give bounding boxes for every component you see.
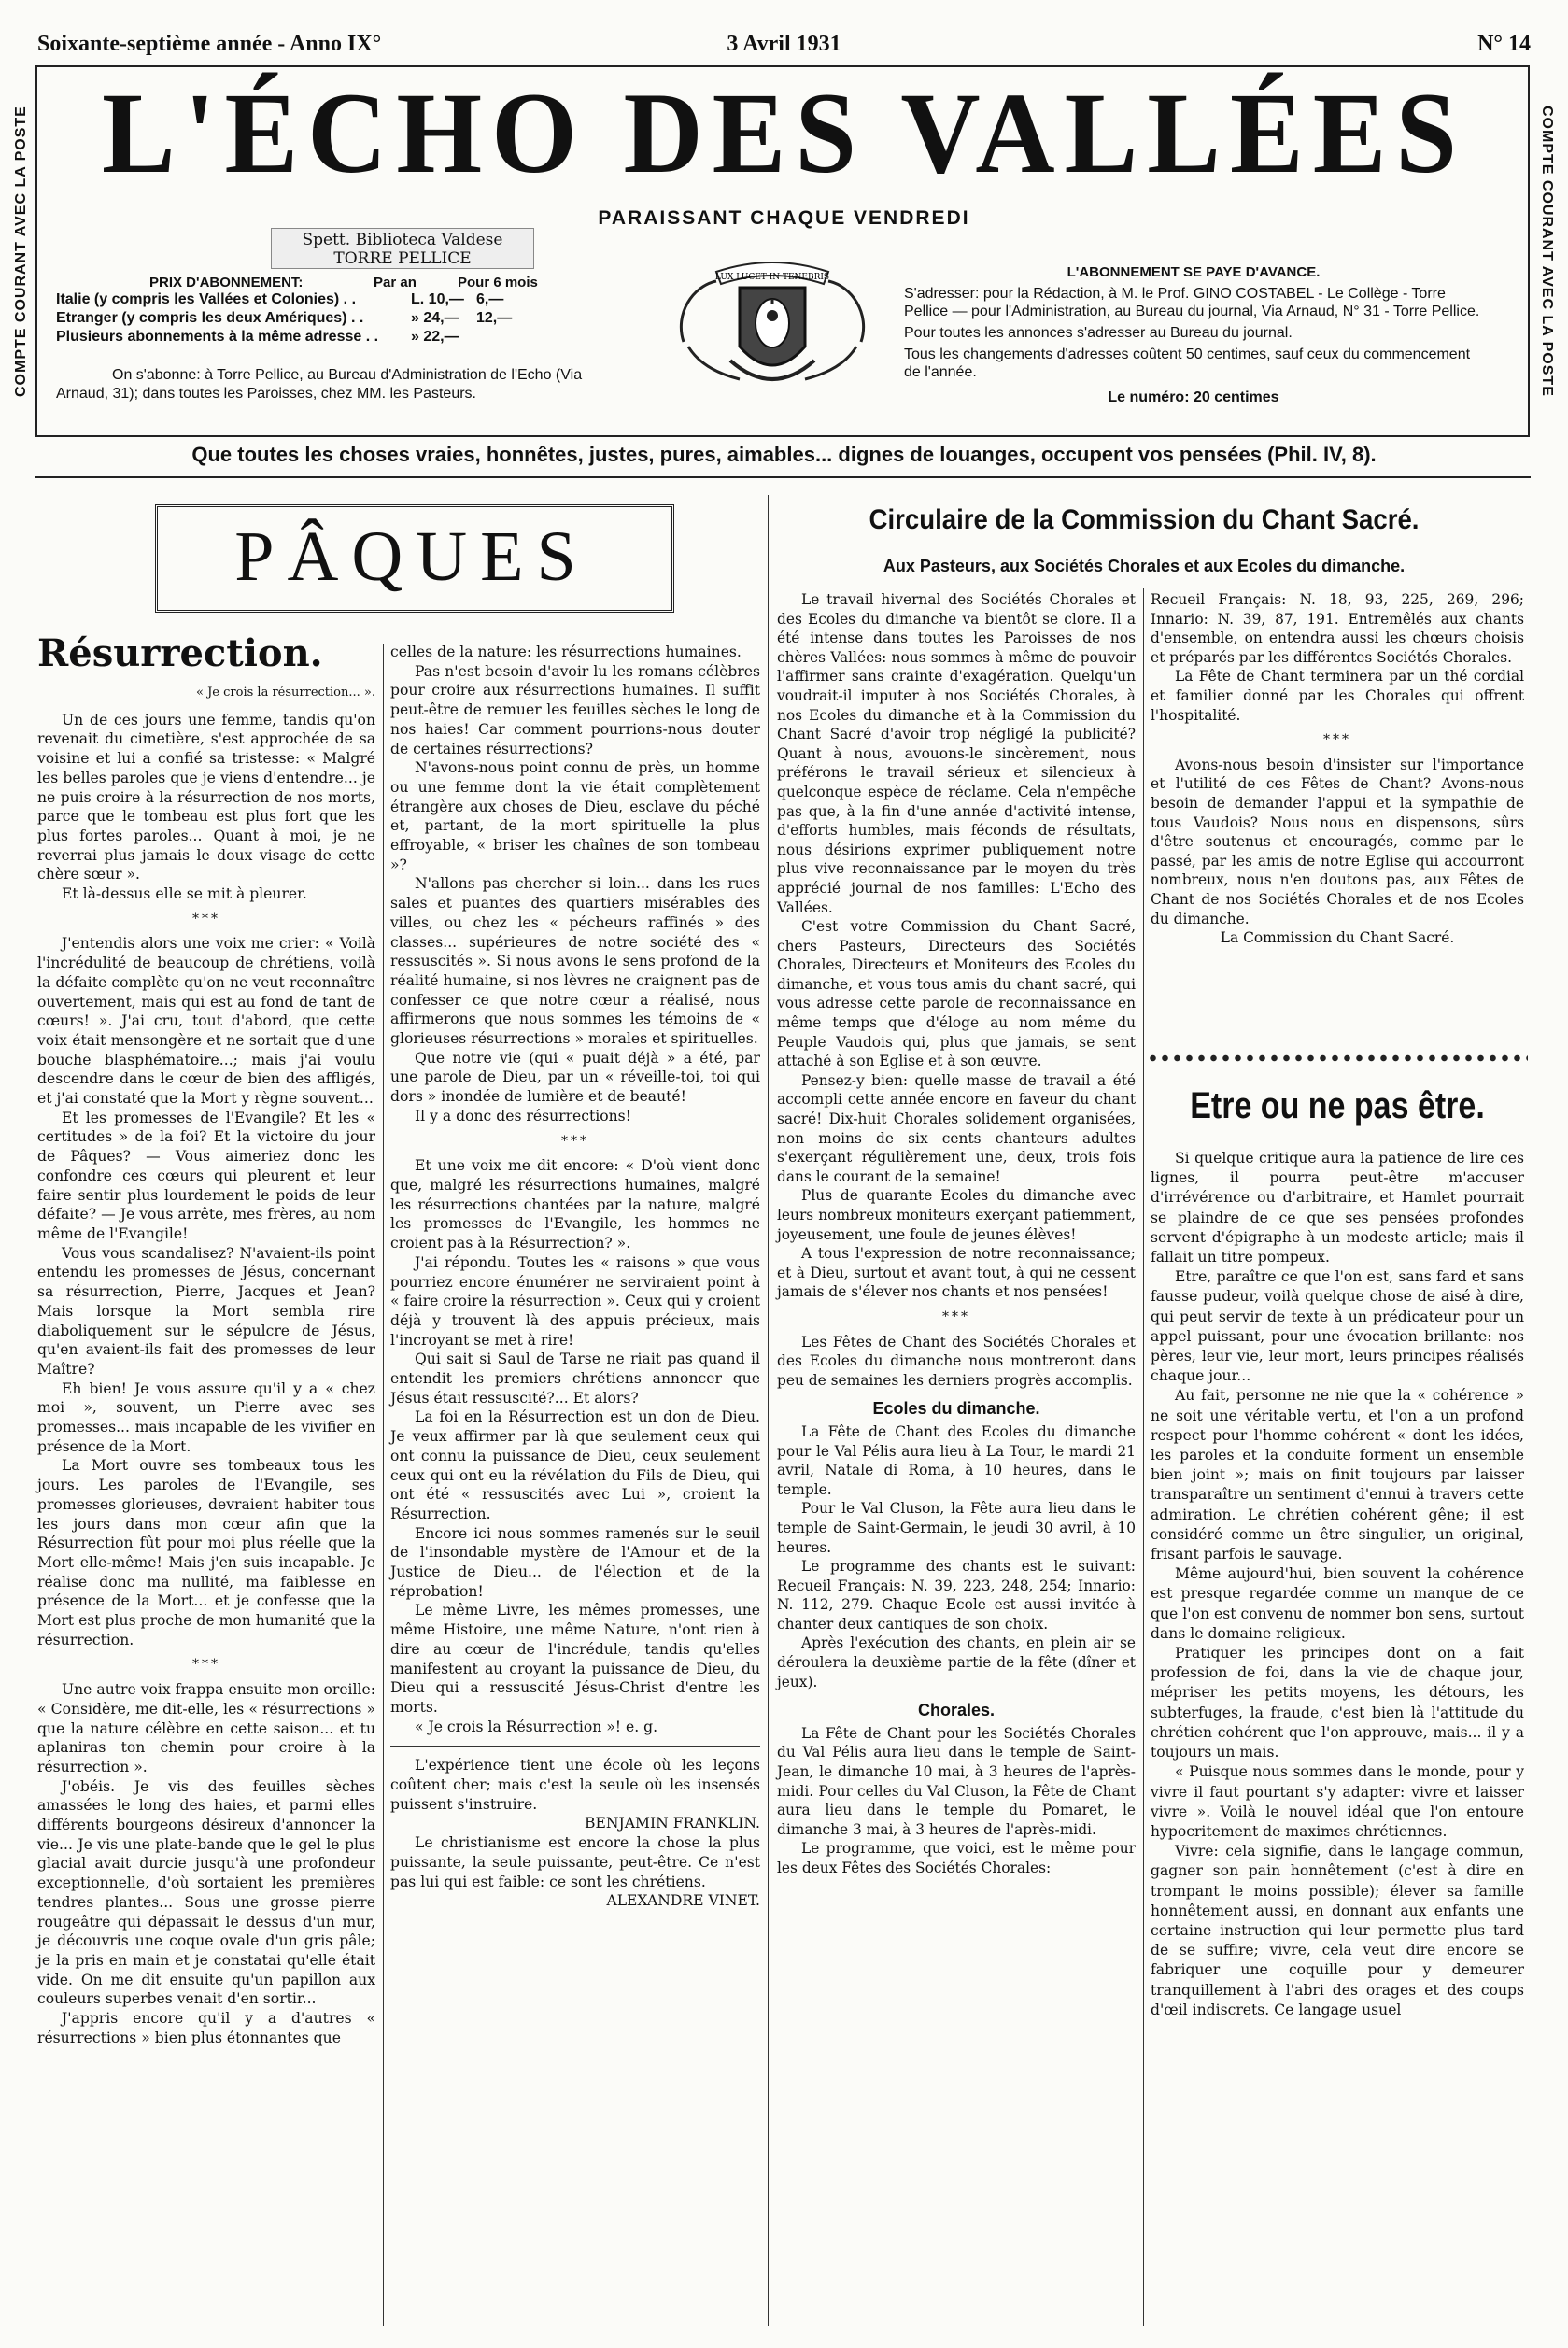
waldensian-emblem-icon (665, 258, 880, 398)
library-stamp (271, 228, 534, 269)
paragraph: J'ai répondu. Toutes les « raisons » que vous pourriez encore énumérer ne serviraient point à « faire croire la résurrection ». Ceux qui y croient déjà y trouvent là des appuis précieux, mais l'incroyant se met à rire! (390, 1253, 760, 1349)
paragraph: Qui sait si Saul de Tarse ne riait pas quand il entendit les premiers chrétiens annoncer que Jésus était ressuscité?... Et alors? (390, 1351, 760, 1407)
price-six (476, 328, 560, 347)
paragraph: J'entendis alors une voix me crier: « Voilà l'incrédulité de beaucoup de chrétiens, voilà la défaite complète qu'on ne veut reconnaître ouvertement, mais qui est au fond de tant de cœurs! ». J'ai cru, tout d'abord, que cette voix était mensongère et ne sortait que d'une bouche blasphématoire...; mais j'ai voulu descendre dans le cœur de bien des affligés, et j'ai constaté que la Mort y règne souvent... (37, 935, 375, 1108)
paragraph: Encore ici nous sommes ramenés sur le seuil de l'insondable mystère de l'Amour et de la Justice de Dieu... de l'élection et de la réprobation! (390, 1524, 760, 1600)
price-label: Etranger (y compris les deux Amériques) . . (56, 310, 364, 326)
dotted-separator (1147, 1052, 1528, 1065)
column-3 (777, 590, 1136, 1878)
issue-year: Soixante-septième année - Anno IX° (37, 32, 382, 56)
paragraph: Et une voix me dit encore: « D'où vient donc que, malgré les résurrections humaines, malgré les résurrections chantées par la nature, malgré les promesses de l'Evangile, les hommes ne croient pas à la Résurrection? ». (390, 1157, 760, 1252)
prices-header (56, 275, 616, 290)
stamp-line-1: Spett. Biblioteca Valdese (302, 231, 503, 249)
paragraph: A tous l'expression de notre reconnaissance; et à Dieu, surtout et avant tout, à qui ne cessent jamais de s'élever nos chants et nos pensées! (777, 1245, 1136, 1301)
issue-number: N° 14 (1477, 32, 1531, 56)
paragraph: Le programme des chants est le suivant: Recueil Français: N. 39, 223, 248, 254; Innario: N. 112, 279. Chaque Ecole est aussi invitée à chanter deux cantiques de son choix. (777, 1558, 1136, 1633)
stamp-line-2: TORRE PELLICE (333, 249, 472, 268)
paragraph: C'est votre Commission du Chant Sacré, chers Pasteurs, Directeurs des Sociétés Chorales, Directeurs et Moniteurs des Ecoles du dimanche, et vous tous amis du chant sacré, qui vous adresse cette parole de reconnaissance en même temps que d'éloge au nom même du Peuple Vaudois qui, plus que jamais, se sent attaché à son Eglise et à son œuvre. (777, 918, 1136, 1070)
paragraph: Pensez-y bien: quelle masse de travail a été accompli cette année encore en faveur du chant sacré! Dix-huit Chorales solidement organisées, non moins de six cents chanteurs adultes s'exerçant régulièrement une, deux, trois fois dans le courant de la semaine! (777, 1071, 1136, 1185)
subscription-where: On s'abonne: à Torre Pellice, au Bureau d'Administration de l'Echo (Via Arnaud, 31); dans toutes les Paroisses, chez MM. les Pasteurs. (56, 367, 583, 402)
paragraph: La Fête de Chant pour les Sociétés Chorales du Val Pélis aura lieu dans le temple de Saint-Jean, le dimanche 10 mai, à 3 heures de l'après-midi. Pour celles du Val Cluson, la Fête de Chant aura lieu dans le temple du Pomaret, le dimanche 3 mai, à 3 heures de l'après-midi. (777, 1724, 1136, 1838)
paragraph: Après l'exécution des chants, en plein air se déroulera la deuxième partie de la fête (dîner et jeux). (777, 1634, 1136, 1690)
subscription-prices (56, 275, 616, 347)
price-year: » 24,— (411, 310, 459, 326)
quote-vinet: Le christianisme est encore la chose la plus puissante, la seule puissante, peut-être. Ce n'est pas lui qui est faible: ce sont les chrétiens. (390, 1834, 760, 1890)
newspaper-subtitle: PARAISSANT CHAQUE VENDREDI (598, 207, 970, 229)
paragraph: La Fête de Chant des Ecoles du dimanche pour le Val Pélis aura lieu à La Tour, le mardi 21 avril, Natale di Roma, à 10 heures, dans le temple. (777, 1422, 1136, 1498)
column-4-bottom (1151, 1149, 1524, 2020)
paragraph: La Mort ouvre ses tombeaux tous les jours. Les paroles de l'Evangile, ses promesses glorieuses, devraient habiter tous les jours dans mon cœur afin que la Résurrection fût pour moi plus réelle que la Mort elle-même! Mais j'en suis incapable. Je réalise donc ma nullité, ma faiblesse en présence de la Mort... et je confesse que la Mort est plus proche de mon humanité que la résurrection. (37, 1457, 375, 1648)
price-six: 6,— (476, 291, 504, 307)
paragraph: Une autre voix frappa ensuite mon oreille: « Considère, me dit-elle, les « résurrections » que la nature célèbre en cette saison... et tu aplaniras ton chemin pour croire à la résurrection ». (37, 1681, 375, 1775)
paragraph: Si quelque critique aura la patience de lire ces lignes, il pourra peut-être m'accuser d'irrévérence ou d'arbitraire, et Hamlet pourrait se plaindre de ce que ses pensées profondes servent d'épigraphe à un modeste article; mais il fallait un titre pompeux. (1151, 1150, 1524, 1266)
paragraph: N'allons pas chercher si loin... dans les rues sales et puantes des quartiers misérables des villes, ou chez les « pécheurs raffinés » des classes... supérieures de notre société des « ressuscités ». Si nous avons le sens profond de la réalité humaine, si nos lèvres ne craignent pas de confesser ce que notre cœur a réalisé, nous affirmerons que nous sommes les témoins de « glorieuses résurrections » morales et spirituelles. (390, 875, 760, 1048)
column-divider (1143, 588, 1144, 2326)
paragraph: Vous vous scandalisez? N'avaient-ils point entendu les promesses de Jésus, concernant sa résurrection, Pierre, Jacques et Jean? Mais lorsque la Mort sembla rire diaboliquement sur le sépulcre de Jésus, qu'en avaient-ils fait des promesses de leur Maître? (37, 1244, 375, 1378)
subheading-chorales: Chorales. (917, 1701, 996, 1720)
separator-stars: *** (192, 911, 220, 926)
side-note-left: COMPTE COURANT AVEC LA POSTE (13, 106, 29, 397)
paragraph: Il y a donc des résurrections! (415, 1107, 631, 1124)
quote-author: ALEXANDRE VINET. (606, 1892, 760, 1910)
quote-rule (390, 1746, 760, 1747)
epigraph: « Je crois la résurrection... ». (196, 686, 375, 700)
paragraph: Au fait, personne ne nie que la « cohérence » ne soit une véritable vertu, et l'on a un profond respect pour l'homme cohérent « dont les idées, les paroles et la conduite forment un ensemble bien joint »; mais on finit toujours par laisser transparaître un sentiment d'ennui à travers cette admiration. Le chrétien cohérent gêne; il est considéré comme un être singulier, un original, frisant parfois le sauvage. (1151, 1387, 1524, 1563)
motto-rule (35, 476, 1531, 478)
col-per-year: Par an (374, 275, 417, 290)
issue-date: 3 Avril 1931 (727, 32, 841, 56)
payment-notice: L'ABONNEMENT SE PAYE D'AVANCE. (1067, 264, 1321, 280)
column-1 (37, 684, 375, 2048)
paragraph: Avons-nous besoin d'insister sur l'importance et l'utilité de ces Fêtes de Chant? Avons-nous besoin de demander l'appui et la sympathie de tous Vaudois? Nous nous en dispensons, sûrs d'être soutenus et encouragés, comme par le passé, par les amis de notre Eglise qui accourront nombreux, nous n'en doutons pas, aux Fêtes de Chant de nos Sociétés Chorales et de nos Ecoles du dimanche. (1151, 756, 1524, 927)
bible-motto: Que toutes les choses vraies, honnêtes, justes, pures, aimables... dignes de louanges, occupent vos pensées (Phil. IV, 8). (191, 443, 1377, 466)
signature-line: « Je crois la Résurrection »! e. g. (415, 1718, 658, 1735)
issue-info-line (37, 32, 1531, 60)
paragraph: Et là-dessus elle se mit à pleurer. (62, 885, 307, 903)
ads-info: Pour toutes les annonces s'adresser au Bureau du journal. (904, 325, 1293, 341)
column-divider (383, 644, 384, 2326)
address-change-info: Tous les changements d'adresses coûtent 50 centimes, sauf ceux du commencement de l'année. (904, 347, 1471, 380)
price-year: » 22,— (411, 329, 459, 345)
price-label: Plusieurs abonnements à la même adresse . . (56, 329, 379, 345)
article-title-resurrection: Résurrection. (37, 631, 323, 675)
emblem-motto: LUX LUCET IN TENEBRIS (714, 273, 830, 282)
paragraph: La Fête de Chant terminera par un thé cordial et familier donné par les Chorales qui offrent l'hospitalité. (1151, 668, 1524, 724)
column-divider (768, 495, 769, 2326)
col-six-months: Pour 6 mois (458, 275, 538, 290)
quote-franklin: L'expérience tient une école où les leçons coûtent cher; mais c'est la seule où les insensés puissent s'instruire. (390, 1757, 760, 1813)
separator-stars: *** (942, 1308, 970, 1324)
paragraph: Pas n'est besoin d'avoir lu les romans célèbres pour croire aux résurrections humaines. Il suffit peut-être de remuer les feuilles sèches le long de nos haies! Car comment pourrions-nous douter de certaines résurrections? (390, 662, 760, 757)
easter-heading: PÂQUES (234, 517, 589, 596)
price-label: Italie (y compris les Vallées et Colonies) . . (56, 291, 357, 307)
side-note-right: COMPTE COURANT AVEC LA POSTE (1539, 106, 1555, 397)
paragraph: Recueil Français: N. 18, 93, 225, 269, 296; Innario: N. 39, 87, 191. Entremêlés aux chants d'ensemble, on entendra aussi les chœurs choisis et préparés par les différentes Sociétés Chorales. (1151, 591, 1524, 666)
prices-heading: PRIX D'ABONNEMENT: (149, 275, 304, 290)
quote-author: BENJAMIN FRANKLIN. (585, 1815, 760, 1832)
paragraph: Même aujourd'hui, bien souvent la cohérence est presque regardée comme un manque de ce que l'on est convenu de nommer bon sens, surtout dans le domaine religieux. (1151, 1565, 1524, 1642)
issue-price: Le numéro: 20 centimes (1108, 389, 1279, 405)
paragraph: La foi en la Résurrection est un don de Dieu. Je veux affirmer par là que seulement ceux qui ont connu la puissance de Dieu, ceux seulement ceux qui ont eu la révélation du Fils de Dieu, qui ont été « ressuscités avec Lui », croient la Résurrection. (390, 1408, 760, 1522)
subscription-info (904, 263, 1483, 406)
subheading-ecoles: Ecoles du dimanche. (872, 1399, 1040, 1419)
signature: La Commission du Chant Sacré. (1220, 929, 1455, 947)
paragraph: Etre, paraître ce que l'on est, sans fard et sans fausse pudeur, voilà quelque chose de aisé à dire, qui peut servir de texte à un prédicateur pour un appel puissant, pour une évocation brillante: nos pères, leur vie, leur mort, leurs principes réalisés chaque jour... (1151, 1268, 1524, 1385)
paragraph: Le travail hivernal des Sociétés Chorales et des Ecoles du dimanche va bientôt se clore. Il a été intense dans toutes les Paroisses de nos chères Vallées: nous sommes à même de pouvoir l'affirmer sans crainte d'exagération. Quelqu'un voudrait-il imputer à nos Sociétés Chorales, à nos Ecoles du dimanche et à la Commission du Chant Sacré d'avoir trop négligé la publicité? Quant à nous, avouons-le sincèrement, nous préférons le travail sérieux et silencieux à quelconque espèce de réclame. Cela n'empêche pas que, à la fin d'une année d'activité intense, d'efforts humbles, mais féconds de résultats, nous désirions exprimer publiquement notre plus vive reconnaissance par le moyen du très apprécié journal de nos familles: L'Echo des Vallées. (777, 591, 1136, 916)
column-2 (390, 643, 760, 1911)
separator-stars: *** (1323, 732, 1351, 748)
paragraph: Les Fêtes de Chant des Sociétés Chorales et des Ecoles du dimanche nous montreront dans peu de semaines les derniers progrès accomplis. (777, 1333, 1136, 1389)
paragraph: Le même Livre, les mêmes promesses, une même Histoire, une même Nature, n'ont rien à dire au cœur de l'incrédule, tandis qu'elles manifestent au croyant la puissance de Dieu, du Dieu qui a ressuscité Jésus-Christ d'entre les morts. (390, 1602, 760, 1716)
paragraph: Que notre vie (qui « puait déjà » a été, par une parole de Dieu, par un « réveille-toi, toi qui dors » inondée de lumière et de beauté! (390, 1049, 760, 1106)
paragraph: Et les promesses de l'Evangile? Et les « certitudes » de la foi? Et la victoire du jour de Pâques? — Vous aimeriez donc les confondre ces cœurs qui pleurent et leur faire sentir plus lourdement le poids de leur défaite? — Je vous arrête, mes frères, au nom même de l'Evangile! (37, 1109, 375, 1242)
paragraph: Un de ces jours une femme, tandis qu'on revenait du cimetière, s'est approchée de sa voisine et lui a confié sa tristesse: « Malgré les belles paroles que je viens d'entendre... je ne puis croire à la résurrection de nos morts, parce que le tombeau est plus fort que les plus fortes paroles... Quant à moi, je ne reverrai plus jamais le doux visage de cette chère sœur ». (37, 711, 375, 884)
article-title-etre: Etre ou ne pas être. (1190, 1085, 1485, 1126)
price-row (56, 328, 616, 347)
paragraph: Plus de quarante Ecoles du dimanche avec leurs nombreux moniteurs exerçant patiemment, joyeusement, une foule de jeunes élèves! (777, 1187, 1136, 1243)
paragraph: J'obéis. Je vis des feuilles sèches amassées le long des haies, et parmi elles différents bourgeons désireux d'annoncer la vie... Je vis une plate-bande que le gel le plus glacial avait durcie jusqu'à une profondeur exceptionnelle, d'où sortaient les premières tendres plantes... Sous une grosse pierre rougeâtre qui dépassait le dessus d'un mur, je découvris une coque ovale d'un gris pâle; je la pris en main et je constatai qu'elle était vide. On me dit ensuite qu'un papillon aux couleurs superbes venait d'en sortir... (37, 1777, 375, 2008)
price-year: L. 10,— (411, 291, 464, 307)
address-info: S'adresser: pour la Rédaction, à M. le Prof. GINO COSTABEL - Le Collège - Torre Pellice — pour l'Administration, au Bureau du journal, Via Arnaud, N° 31 - Torre Pellice. (904, 286, 1480, 319)
paragraph: celles de la nature: les résurrections humaines. (390, 644, 742, 660)
paragraph: Pratiquer les principes dont on a fait profession de foi, dans la vie de chaque jour, mépriser les petits moyens, les détours, les subterfuges, la fraude, c'est bien là l'attitude du chrétien cohérent que l'on approuve, mais... il y a toujours un mais. (1151, 1645, 1524, 1761)
separator-stars: *** (192, 1657, 220, 1673)
column-4-top (1151, 590, 1524, 948)
separator-stars: *** (561, 1133, 589, 1149)
price-row (56, 309, 616, 328)
price-six: 12,— (476, 310, 513, 326)
paragraph: Le programme, que voici, est le même pour les deux Fêtes des Sociétés Chorales: (777, 1840, 1136, 1876)
article-subtitle-circulaire: Aux Pasteurs, aux Sociétés Chorales et aux Ecoles du dimanche. (883, 557, 1406, 575)
paragraph: Vivre: cela signifie, dans le langage commun, gagner son pain honnêtement (c'est à dire en trompant le moins possible); élever sa famille honnêtement aussi, en donnant aux enfants une certaine instruction qui leur permette plus tard de se suffire; vivre, cela veut dire encore se fabriquer une coquille pour y demeurer tranquillement à l'abri des orages et des coups d'œil indiscrets. Ce langage usuel (1151, 1843, 1524, 2018)
paragraph: « Puisque nous sommes dans le monde, pour y vivre il faut pourtant s'y adapter: vivre et laisser vivre ». Voilà le nouvel idéal que l'on entoure hypocritement de maximes chrétiennes. (1151, 1763, 1524, 1840)
price-row (56, 290, 616, 309)
paragraph: Pour le Val Cluson, la Fête aura lieu dans le temple de Saint-Germain, le jeudi 30 avril, à 10 heures. (777, 1500, 1136, 1556)
paragraph: J'appris encore qu'il y a d'autres « résurrections » bien plus étonnantes que (37, 2010, 375, 2046)
paragraph: N'avons-nous point connu de près, un homme ou une femme dont la vie était complètement étrangère aux choses de Dieu, esclave du péché et, partant, de la mort spirituelle la plus effroyable, « briser les chaînes de son tombeau »? (390, 759, 760, 873)
paragraph: Eh bien! Je vous assure qu'il y a « chez moi », souvent, un Pierre avec ses promesses... mais incapable de les vivifier en présence de la Mort. (37, 1379, 375, 1455)
newspaper-title: L'ÉCHO DES VALLÉES (101, 68, 1467, 198)
article-title-circulaire: Circulaire de la Commission du Chant Sacré. (869, 504, 1420, 535)
